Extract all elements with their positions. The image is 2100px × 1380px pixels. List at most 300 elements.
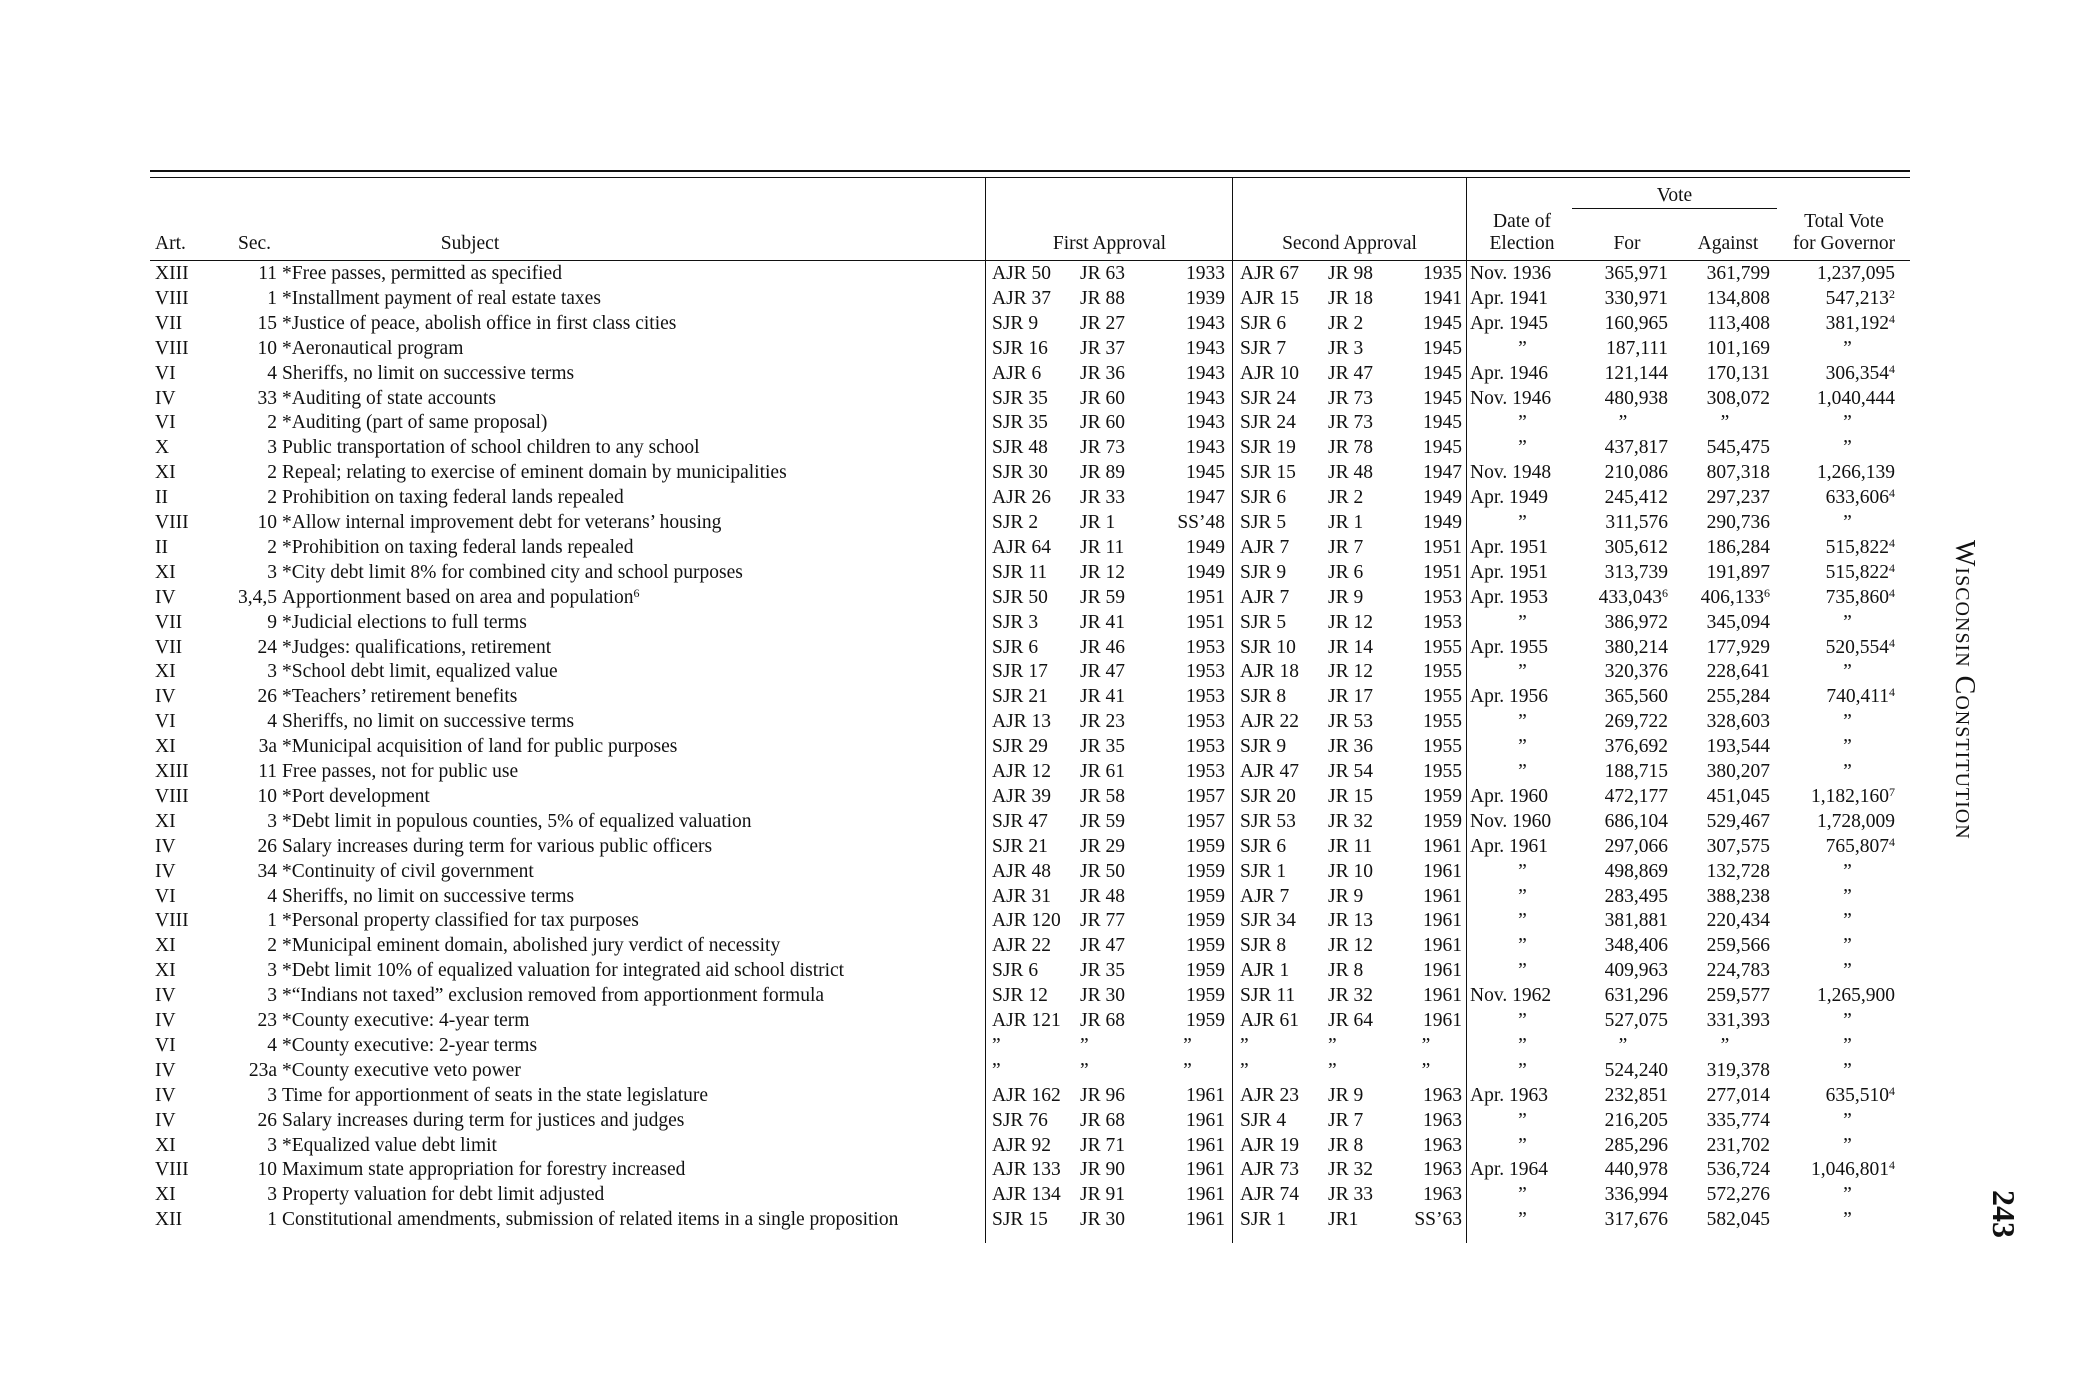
cell-first-bill bbox=[992, 637, 1072, 659]
cell-second-bill bbox=[1240, 786, 1320, 808]
cell-first-jr bbox=[1080, 487, 1150, 509]
cell-total-vote bbox=[1780, 313, 1895, 335]
cell-election-date-text: ” bbox=[1518, 910, 1527, 932]
cell-sec-text: 3a bbox=[258, 736, 277, 758]
cell-art-text: XI bbox=[155, 736, 176, 758]
cell-first-bill bbox=[992, 338, 1072, 360]
cell-subject bbox=[282, 313, 982, 335]
cell-sec bbox=[215, 786, 277, 808]
cell-art-text: XI bbox=[155, 810, 176, 832]
cell-total-vote bbox=[1790, 1060, 1905, 1082]
cell-first-bill bbox=[992, 612, 1072, 634]
cell-vote-for bbox=[1578, 761, 1668, 783]
cell-vote-against bbox=[1680, 1010, 1770, 1032]
cell-first-jr bbox=[1080, 861, 1150, 883]
cell-subject-text: *Judges: qualifications, retirement bbox=[282, 636, 552, 658]
cell-second-bill bbox=[1240, 985, 1320, 1007]
cell-vote-against-text: 231,702 bbox=[1706, 1134, 1770, 1156]
cell-second-year-text: 1953 bbox=[1423, 586, 1462, 608]
cell-second-jr-text: JR 2 bbox=[1328, 312, 1364, 334]
cell-first-year-text: 1943 bbox=[1186, 337, 1225, 359]
cell-second-jr-text: JR 47 bbox=[1328, 362, 1373, 384]
cell-first-bill-text: SJR 50 bbox=[992, 586, 1048, 608]
cell-second-year bbox=[1390, 736, 1462, 758]
cell-second-year-text: 1963 bbox=[1423, 1109, 1462, 1131]
cell-art-text: VI bbox=[155, 412, 176, 434]
cell-vote-against bbox=[1680, 886, 1770, 908]
cell-sec-text: 2 bbox=[267, 935, 277, 957]
cell-art-text: XI bbox=[155, 935, 176, 957]
cell-second-bill-text: SJR 24 bbox=[1240, 387, 1296, 409]
cell-art bbox=[155, 1010, 215, 1032]
top-rule bbox=[150, 170, 1910, 172]
cell-first-jr bbox=[1080, 910, 1150, 932]
cell-first-year bbox=[1150, 562, 1225, 584]
cell-total-vote bbox=[1790, 1209, 1905, 1231]
cell-art-text: VI bbox=[155, 885, 176, 907]
cell-election-date-text: ” bbox=[1518, 412, 1527, 434]
cell-sec-text: 3 bbox=[267, 985, 277, 1007]
cell-second-bill-text: SJR 8 bbox=[1240, 686, 1287, 708]
cell-total-vote-text: 515,822 bbox=[1825, 536, 1889, 558]
cell-election-date-text: ” bbox=[1518, 885, 1527, 907]
cell-first-bill-text: SJR 16 bbox=[992, 337, 1048, 359]
cell-second-bill bbox=[1240, 711, 1320, 733]
cell-first-year-text: 1949 bbox=[1186, 536, 1225, 558]
cell-total-vote-text: ” bbox=[1843, 1209, 1852, 1231]
cell-second-bill-text: SJR 19 bbox=[1240, 437, 1296, 459]
cell-art-text: IV bbox=[155, 985, 176, 1007]
cell-first-year bbox=[1150, 935, 1225, 957]
cell-second-bill bbox=[1240, 761, 1320, 783]
footnote-marker: 4 bbox=[1889, 635, 1895, 650]
cell-subject bbox=[282, 462, 982, 484]
cell-second-year-text: 1955 bbox=[1423, 761, 1462, 782]
cell-second-bill bbox=[1240, 637, 1320, 659]
cell-art bbox=[155, 388, 215, 410]
cell-total-vote bbox=[1780, 562, 1895, 584]
cell-second-year-text: 1945 bbox=[1423, 437, 1462, 459]
cell-first-year-text: 1945 bbox=[1186, 462, 1225, 484]
cell-subject-text: *City debt limit 8% for combined city and school purposes bbox=[282, 561, 743, 583]
cell-art bbox=[155, 960, 215, 982]
cell-vote-for-text: 269,722 bbox=[1604, 711, 1668, 733]
cell-first-bill bbox=[992, 412, 1072, 434]
cell-art-text: VIII bbox=[155, 287, 189, 309]
cell-total-vote bbox=[1780, 836, 1895, 858]
cell-second-year-text: 1949 bbox=[1423, 487, 1462, 509]
cell-sec-text: 4 bbox=[267, 711, 277, 733]
cell-sec-text: 26 bbox=[257, 686, 277, 708]
cell-second-bill bbox=[1240, 263, 1320, 285]
cell-art bbox=[155, 437, 215, 459]
cell-first-year bbox=[1150, 487, 1225, 509]
cell-second-year-text: 1945 bbox=[1423, 362, 1462, 384]
cell-sec bbox=[215, 637, 277, 659]
cell-sec bbox=[215, 487, 277, 509]
cell-second-bill bbox=[1240, 1085, 1320, 1107]
cell-vote-against bbox=[1680, 1110, 1770, 1132]
cell-subject-text: *Auditing of state accounts bbox=[282, 387, 496, 409]
cell-first-bill bbox=[992, 910, 1072, 932]
cell-vote-for bbox=[1578, 587, 1668, 609]
cell-sec-text: 3,4,5 bbox=[238, 586, 277, 608]
cell-vote-against-text: ” bbox=[1720, 1034, 1730, 1056]
cell-subject-text: Repeal; relating to exercise of eminent domain by municipalities bbox=[282, 462, 787, 484]
cell-first-jr-text: JR 35 bbox=[1080, 736, 1125, 758]
cell-vote-for bbox=[1578, 886, 1668, 908]
header-total-line1: Total Vote bbox=[1804, 211, 1884, 232]
cell-sec bbox=[215, 686, 277, 708]
cell-second-year bbox=[1390, 1110, 1462, 1132]
cell-sec-text: 1 bbox=[267, 287, 277, 309]
cell-first-year-text: 1949 bbox=[1186, 561, 1225, 583]
cell-subject-text: Sheriffs, no limit on successive terms bbox=[282, 711, 575, 733]
cell-second-year-text: 1941 bbox=[1423, 287, 1462, 309]
cell-first-jr-text: JR 50 bbox=[1080, 860, 1125, 882]
cell-second-year-text: 1955 bbox=[1423, 711, 1462, 733]
cell-first-year-text: 1939 bbox=[1186, 287, 1225, 309]
cell-election-date-text: Apr. 1956 bbox=[1470, 686, 1548, 708]
cell-election-date bbox=[1470, 412, 1575, 434]
cell-election-date-text: ” bbox=[1518, 1184, 1527, 1206]
cell-subject-text: Salary increases during term for various public officers bbox=[282, 835, 713, 857]
cell-art-text: IV bbox=[155, 1010, 176, 1031]
cell-second-year bbox=[1390, 587, 1462, 609]
cell-second-jr bbox=[1328, 587, 1398, 609]
cell-vote-against bbox=[1680, 1159, 1770, 1181]
cell-second-year bbox=[1390, 288, 1462, 310]
cell-second-bill bbox=[1240, 562, 1320, 584]
cell-vote-for bbox=[1578, 736, 1668, 758]
cell-first-year-text: 1953 bbox=[1186, 761, 1225, 782]
cell-first-bill bbox=[992, 1184, 1072, 1206]
cell-total-vote-text: 1,265,900 bbox=[1817, 985, 1895, 1007]
cell-first-jr bbox=[1080, 437, 1150, 459]
cell-election-date bbox=[1470, 985, 1575, 1007]
cell-vote-against bbox=[1680, 861, 1770, 883]
cell-vote-against-text: 186,284 bbox=[1706, 536, 1770, 558]
cell-art bbox=[155, 412, 215, 434]
cell-first-jr-text: JR 36 bbox=[1080, 362, 1125, 384]
cell-second-jr-text: JR 1 bbox=[1328, 512, 1364, 533]
cell-total-vote bbox=[1790, 661, 1905, 683]
cell-first-bill bbox=[992, 711, 1072, 733]
cell-subject-text: *Aeronautical program bbox=[282, 337, 464, 359]
footnote-marker: 4 bbox=[1889, 585, 1895, 600]
footnote-marker: 7 bbox=[1889, 784, 1895, 799]
cell-second-jr-text: JR 7 bbox=[1328, 1109, 1364, 1131]
cell-first-bill-text: SJR 76 bbox=[992, 1109, 1048, 1131]
cell-first-jr-text: JR 23 bbox=[1080, 711, 1125, 733]
cell-second-bill-text: AJR 7 bbox=[1240, 586, 1290, 608]
cell-first-bill bbox=[992, 288, 1072, 310]
cell-art bbox=[155, 1035, 215, 1057]
cell-first-year bbox=[1150, 811, 1225, 833]
cell-second-year bbox=[1390, 412, 1462, 434]
cell-subject bbox=[282, 338, 982, 360]
cell-art bbox=[155, 1085, 215, 1107]
cell-second-bill bbox=[1240, 537, 1320, 559]
cell-first-bill bbox=[992, 736, 1072, 758]
page-number: 243 bbox=[1986, 1190, 2022, 1238]
cell-second-year-text: 1945 bbox=[1423, 312, 1462, 334]
cell-first-jr bbox=[1080, 288, 1150, 310]
cell-election-date-text: ” bbox=[1518, 1209, 1527, 1231]
cell-second-bill bbox=[1240, 1209, 1320, 1231]
cell-vote-against bbox=[1680, 363, 1770, 385]
cell-second-year bbox=[1390, 661, 1462, 683]
cell-total-vote bbox=[1780, 985, 1895, 1007]
cell-vote-for-text: 631,296 bbox=[1604, 985, 1668, 1007]
cell-first-year-text: ” bbox=[1183, 1059, 1192, 1081]
cell-sec-text: 2 bbox=[267, 536, 277, 558]
cell-art-text: XI bbox=[155, 960, 176, 982]
cell-second-year-text: 1961 bbox=[1423, 910, 1462, 932]
cell-first-bill bbox=[992, 1159, 1072, 1181]
cell-second-jr bbox=[1328, 1184, 1398, 1206]
cell-total-vote-text: 633,606 bbox=[1825, 487, 1889, 509]
cell-second-year bbox=[1390, 537, 1462, 559]
cell-first-year bbox=[1150, 1135, 1225, 1157]
first-approval-divider bbox=[985, 178, 986, 1243]
cell-subject bbox=[282, 985, 982, 1007]
cell-total-vote bbox=[1780, 487, 1895, 509]
cell-subject bbox=[282, 736, 982, 758]
cell-vote-against bbox=[1680, 761, 1770, 783]
cell-first-year bbox=[1150, 960, 1225, 982]
cell-total-vote bbox=[1780, 686, 1895, 708]
cell-subject bbox=[282, 910, 982, 932]
cell-art-text: VIII bbox=[155, 512, 189, 533]
cell-second-year-text: 1961 bbox=[1423, 860, 1462, 882]
cell-election-date bbox=[1470, 487, 1575, 509]
cell-second-jr bbox=[1328, 462, 1398, 484]
cell-election-date bbox=[1470, 661, 1575, 683]
cell-sec bbox=[215, 711, 277, 733]
cell-art-text: IV bbox=[155, 387, 176, 409]
cell-art bbox=[155, 811, 215, 833]
cell-vote-for-text: ” bbox=[1618, 1034, 1628, 1056]
header-date-line2: Election bbox=[1489, 233, 1555, 254]
cell-vote-for bbox=[1578, 836, 1668, 858]
cell-second-bill bbox=[1240, 313, 1320, 335]
cell-total-vote bbox=[1790, 861, 1905, 883]
cell-first-bill bbox=[992, 686, 1072, 708]
cell-vote-for-text: 380,214 bbox=[1604, 636, 1668, 658]
cell-first-bill-text: AJR 22 bbox=[992, 935, 1052, 957]
cell-sec-text: 26 bbox=[257, 1109, 277, 1131]
cell-first-jr-text: JR 33 bbox=[1080, 487, 1125, 509]
cell-art-text: XI bbox=[155, 1184, 176, 1206]
cell-art-text: IV bbox=[155, 835, 176, 857]
cell-election-date-text: Apr. 1960 bbox=[1470, 785, 1548, 807]
cell-election-date bbox=[1470, 711, 1575, 733]
cell-total-vote-text: 1,182,160 bbox=[1811, 785, 1889, 807]
cell-second-bill-text: SJR 5 bbox=[1240, 611, 1287, 633]
cell-total-vote-text: 1,237,095 bbox=[1817, 263, 1895, 284]
cell-vote-for-text: 437,817 bbox=[1604, 437, 1668, 459]
cell-vote-for-text: 320,376 bbox=[1604, 661, 1668, 683]
cell-first-bill bbox=[992, 1085, 1072, 1107]
cell-first-year-text: 1959 bbox=[1186, 860, 1225, 882]
cell-first-year bbox=[1150, 1035, 1225, 1057]
cell-second-jr-text: JR 18 bbox=[1328, 287, 1373, 309]
cell-art bbox=[155, 587, 215, 609]
cell-first-jr bbox=[1080, 562, 1150, 584]
cell-second-jr bbox=[1328, 910, 1398, 932]
cell-subject bbox=[282, 686, 982, 708]
cell-first-bill-text: SJR 48 bbox=[992, 437, 1048, 459]
cell-first-year bbox=[1150, 263, 1225, 285]
cell-first-year bbox=[1150, 686, 1225, 708]
cell-vote-for-text: 386,972 bbox=[1604, 611, 1668, 633]
cell-second-bill bbox=[1240, 412, 1320, 434]
cell-art-text: VI bbox=[155, 711, 176, 733]
cell-first-bill bbox=[992, 811, 1072, 833]
footnote-marker: 6 bbox=[1662, 585, 1668, 600]
cell-second-year bbox=[1390, 1085, 1462, 1107]
cell-election-date-text: ” bbox=[1518, 1034, 1527, 1056]
cell-subject-text: Prohibition on taxing federal lands repealed bbox=[282, 487, 624, 509]
cell-second-bill-text: SJR 1 bbox=[1240, 1209, 1287, 1231]
cell-sec bbox=[215, 761, 277, 783]
cell-second-bill-text: AJR 1 bbox=[1240, 960, 1290, 982]
cell-first-jr-text: JR 27 bbox=[1080, 312, 1125, 334]
footnote-marker: 6 bbox=[1764, 585, 1770, 600]
cell-election-date bbox=[1470, 886, 1575, 908]
cell-second-bill bbox=[1240, 462, 1320, 484]
cell-election-date-text: Nov. 1936 bbox=[1470, 263, 1552, 284]
cell-first-jr-text: JR 68 bbox=[1080, 1010, 1125, 1031]
cell-election-date-text: Apr. 1951 bbox=[1470, 561, 1548, 583]
cell-second-year-text: 1945 bbox=[1423, 387, 1462, 409]
cell-vote-against-text: 101,169 bbox=[1706, 337, 1770, 359]
footnote-marker: 4 bbox=[1889, 685, 1895, 700]
cell-first-bill-text: SJR 3 bbox=[992, 611, 1039, 633]
cell-second-bill-text: SJR 7 bbox=[1240, 337, 1287, 359]
cell-first-year bbox=[1150, 338, 1225, 360]
cell-second-bill-text: SJR 9 bbox=[1240, 736, 1287, 758]
cell-first-jr bbox=[1080, 263, 1150, 285]
cell-second-bill-text: SJR 53 bbox=[1240, 810, 1296, 832]
cell-vote-for bbox=[1578, 811, 1668, 833]
cell-second-jr bbox=[1328, 711, 1398, 733]
cell-second-bill bbox=[1240, 861, 1320, 883]
cell-second-jr bbox=[1328, 1159, 1398, 1181]
cell-art bbox=[155, 363, 215, 385]
cell-second-jr bbox=[1328, 985, 1398, 1007]
cell-first-jr-text: ” bbox=[1080, 1059, 1089, 1081]
cell-vote-against bbox=[1680, 487, 1770, 509]
cell-second-bill-text: SJR 24 bbox=[1240, 412, 1296, 434]
cell-second-jr-text: JR 73 bbox=[1328, 387, 1373, 409]
cell-vote-against bbox=[1680, 1184, 1770, 1206]
cell-vote-for-text: 365,971 bbox=[1604, 263, 1668, 284]
cell-vote-against-text: 335,774 bbox=[1706, 1109, 1770, 1131]
cell-second-jr bbox=[1328, 313, 1398, 335]
cell-election-date-text: ” bbox=[1518, 437, 1527, 459]
cell-second-jr bbox=[1328, 661, 1398, 683]
cell-art-text: IV bbox=[155, 1084, 176, 1106]
cell-art bbox=[155, 761, 215, 783]
cell-first-jr-text: JR 30 bbox=[1080, 985, 1125, 1007]
cell-election-date-text: Apr. 1951 bbox=[1470, 536, 1548, 558]
cell-second-jr bbox=[1328, 861, 1398, 883]
cell-subject-text: *Continuity of civil government bbox=[282, 860, 534, 882]
cell-second-bill-text: ” bbox=[1240, 1034, 1249, 1056]
cell-first-bill bbox=[992, 562, 1072, 584]
cell-total-vote-text: ” bbox=[1843, 736, 1852, 758]
cell-second-bill-text: AJR 67 bbox=[1240, 263, 1300, 284]
cell-second-bill bbox=[1240, 612, 1320, 634]
cell-vote-for bbox=[1578, 637, 1668, 659]
cell-election-date bbox=[1470, 1010, 1575, 1032]
cell-second-jr bbox=[1328, 761, 1398, 783]
cell-first-year-text: 1959 bbox=[1186, 1010, 1225, 1031]
cell-second-year-text: 1963 bbox=[1423, 1159, 1462, 1181]
cell-art-text: VII bbox=[155, 611, 183, 633]
cell-vote-against-text: 170,131 bbox=[1706, 362, 1770, 384]
cell-first-year-text: 1961 bbox=[1186, 1209, 1225, 1231]
cell-subject-text: Time for apportionment of seats in the state legislature bbox=[282, 1084, 709, 1106]
cell-vote-for bbox=[1578, 985, 1668, 1007]
cell-first-jr bbox=[1080, 1035, 1150, 1057]
cell-election-date bbox=[1470, 437, 1575, 459]
cell-second-jr-text: JR 33 bbox=[1328, 1184, 1373, 1206]
cell-second-jr bbox=[1328, 512, 1398, 534]
cell-subject bbox=[282, 960, 982, 982]
cell-second-bill bbox=[1240, 736, 1320, 758]
cell-vote-for-text: 686,104 bbox=[1604, 810, 1668, 832]
cell-vote-for bbox=[1578, 487, 1668, 509]
cell-first-year bbox=[1150, 637, 1225, 659]
cell-vote-for bbox=[1578, 412, 1668, 434]
cell-first-bill bbox=[992, 587, 1072, 609]
cell-second-jr-text: JR 53 bbox=[1328, 711, 1373, 733]
cell-first-jr bbox=[1080, 1085, 1150, 1107]
cell-second-bill bbox=[1240, 1110, 1320, 1132]
cell-second-year bbox=[1390, 263, 1462, 285]
cell-second-jr bbox=[1328, 935, 1398, 957]
cell-election-date bbox=[1470, 1135, 1575, 1157]
cell-vote-for bbox=[1578, 1085, 1668, 1107]
cell-total-vote bbox=[1780, 462, 1895, 484]
cell-first-jr-text: JR 68 bbox=[1080, 1109, 1125, 1131]
cell-subject bbox=[282, 388, 982, 410]
cell-second-year bbox=[1390, 910, 1462, 932]
cell-subject-text: *Teachers’ retirement benefits bbox=[282, 686, 518, 708]
cell-total-vote bbox=[1790, 761, 1905, 783]
cell-sec-text: 4 bbox=[267, 362, 277, 384]
cell-first-year bbox=[1150, 412, 1225, 434]
cell-first-jr bbox=[1080, 811, 1150, 833]
cell-second-jr-text: ” bbox=[1328, 1034, 1337, 1056]
cell-first-year-text: 1959 bbox=[1186, 960, 1225, 982]
cell-first-bill bbox=[992, 1135, 1072, 1157]
cell-second-jr-text: JR 7 bbox=[1328, 536, 1364, 558]
cell-first-jr bbox=[1080, 637, 1150, 659]
cell-total-vote bbox=[1790, 960, 1905, 982]
cell-subject-text: *Auditing (part of same proposal) bbox=[282, 412, 548, 434]
cell-art-text: IV bbox=[155, 1059, 176, 1081]
cell-subject-text: *Municipal acquisition of land for public purposes bbox=[282, 736, 678, 758]
cell-second-year bbox=[1390, 562, 1462, 584]
cell-total-vote bbox=[1790, 1135, 1905, 1157]
cell-art-text: VIII bbox=[155, 910, 189, 932]
cell-second-year bbox=[1390, 786, 1462, 808]
cell-vote-for bbox=[1578, 338, 1668, 360]
